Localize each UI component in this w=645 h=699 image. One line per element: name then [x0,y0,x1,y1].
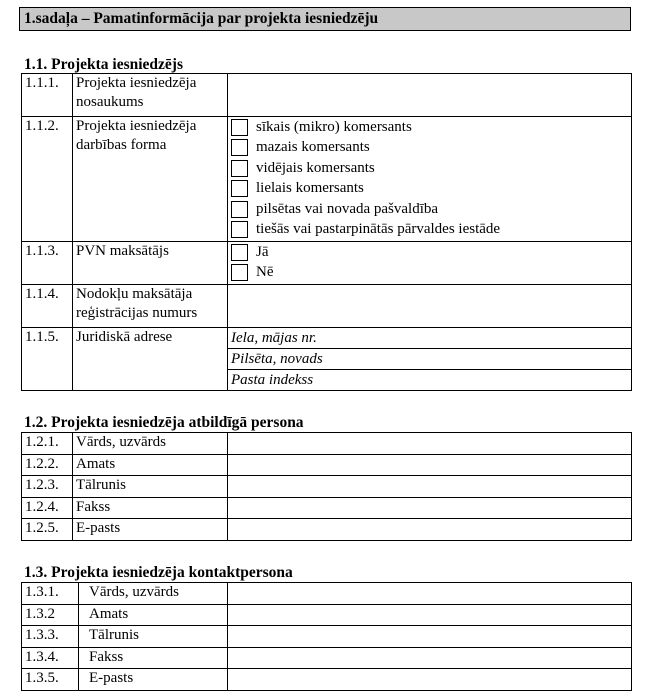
row-1-1-3 [22,242,632,285]
postal-code-field[interactable]: Pasta indekss [231,372,314,388]
responsible-person-table [21,432,632,541]
vat-options [228,242,632,285]
row-label: E-pasts [79,669,228,691]
row-number: 1.1.2. [22,117,73,242]
option-institution[interactable] [231,220,628,241]
section-1-1-title: 1.1. Projekta iesniedzējs [24,56,183,73]
checkbox[interactable] [231,201,248,218]
row-number: 1.3.1. [22,583,79,605]
option-label: tiešās vai pastarpinātās pārvaldes iestāde [256,221,501,238]
row-number: 1.2.4. [22,497,73,519]
input-cell[interactable] [228,519,632,541]
row-number: 1.3.5. [22,669,79,691]
table-row [22,454,632,476]
table-row [22,669,632,691]
checkbox[interactable] [231,119,248,136]
option-large[interactable] [231,179,628,200]
tax-number-field[interactable] [228,285,632,328]
option-label: sīkais (mikro) komersants [256,118,412,135]
input-cell[interactable] [228,626,632,648]
input-cell[interactable] [228,604,632,626]
checkbox[interactable] [231,180,248,197]
table-row [22,476,632,498]
option-label: Nē [256,264,274,281]
applicant-name-field[interactable] [228,74,632,117]
input-cell[interactable] [228,583,632,605]
row-label: Fakss [73,497,228,519]
option-label: Jā [256,243,269,260]
option-label: pilsētas vai novada pašvaldība [256,200,439,217]
table-row [22,647,632,669]
row-label: Amats [73,454,228,476]
checkbox[interactable] [231,160,248,177]
checkbox[interactable] [231,221,248,238]
row-number: 1.1.5. [22,328,73,391]
section-1-3-title: 1.3. Projekta iesniedzēja kontaktpersona [24,564,293,581]
row-label: Tālrunis [79,626,228,648]
city-field[interactable]: Pilsēta, novads [228,349,631,370]
table-row [22,433,632,455]
table-row [22,626,632,648]
option-label: vidējais komersants [256,159,375,176]
row-label: Amats [79,604,228,626]
input-cell[interactable] [228,669,632,691]
checkbox[interactable] [231,139,248,156]
row-number: 1.2.5. [22,519,73,541]
option-micro[interactable] [231,117,628,138]
row-1-1-5 [22,328,632,391]
row-number: 1.3.2 [22,604,79,626]
section-1-2-title: 1.2. Projekta iesniedzēja atbildīgā persona [24,414,304,431]
option-no[interactable] [231,263,628,284]
street-field[interactable]: Iela, mājas nr. [228,328,631,349]
row-label: Projekta iesniedzēja nosaukums [73,74,228,117]
row-number: 1.3.3. [22,626,79,648]
row-number: 1.1.3. [22,242,73,285]
input-cell[interactable] [228,433,632,455]
section-header: 1.sadaļa – Pamatinformācija par projekta iesniedzēju [19,7,631,31]
option-yes[interactable] [231,242,628,263]
row-number: 1.2.3. [22,476,73,498]
row-label: Tālrunis [73,476,228,498]
input-cell[interactable] [228,476,632,498]
table-row [22,497,632,519]
contact-person-table [21,582,632,691]
row-label: Projekta iesniedzēja darbības forma [73,117,228,242]
row-label: PVN maksātājs [73,242,228,285]
row-label: Vārds, uzvārds [79,583,228,605]
row-1-1-2 [22,117,632,242]
address-fields [228,328,632,391]
option-medium[interactable] [231,158,628,179]
row-number: 1.3.4. [22,647,79,669]
option-municipality[interactable] [231,199,628,220]
row-number: 1.2.2. [22,454,73,476]
table-row [22,604,632,626]
row-label: E-pasts [73,519,228,541]
input-cell[interactable] [228,497,632,519]
row-number: 1.2.1. [22,433,73,455]
applicant-table [21,73,632,391]
option-label: lielais komersants [256,180,364,197]
row-number: 1.1.1. [22,74,73,117]
table-row [22,519,632,541]
row-number: 1.1.4. [22,285,73,328]
checkbox[interactable] [231,264,248,281]
row-label: Fakss [79,647,228,669]
input-cell[interactable] [228,454,632,476]
table-row [22,583,632,605]
activity-form-options [228,117,632,242]
input-cell[interactable] [228,647,632,669]
row-1-1-1 [22,74,632,117]
option-label: mazais komersants [256,139,370,156]
row-label: Vārds, uzvārds [73,433,228,455]
row-label: Juridiskā adrese [73,328,228,391]
checkbox[interactable] [231,244,248,261]
row-1-1-4 [22,285,632,328]
option-small[interactable] [231,138,628,159]
row-label: Nodokļu maksātāja reģistrācijas numurs [73,285,228,328]
